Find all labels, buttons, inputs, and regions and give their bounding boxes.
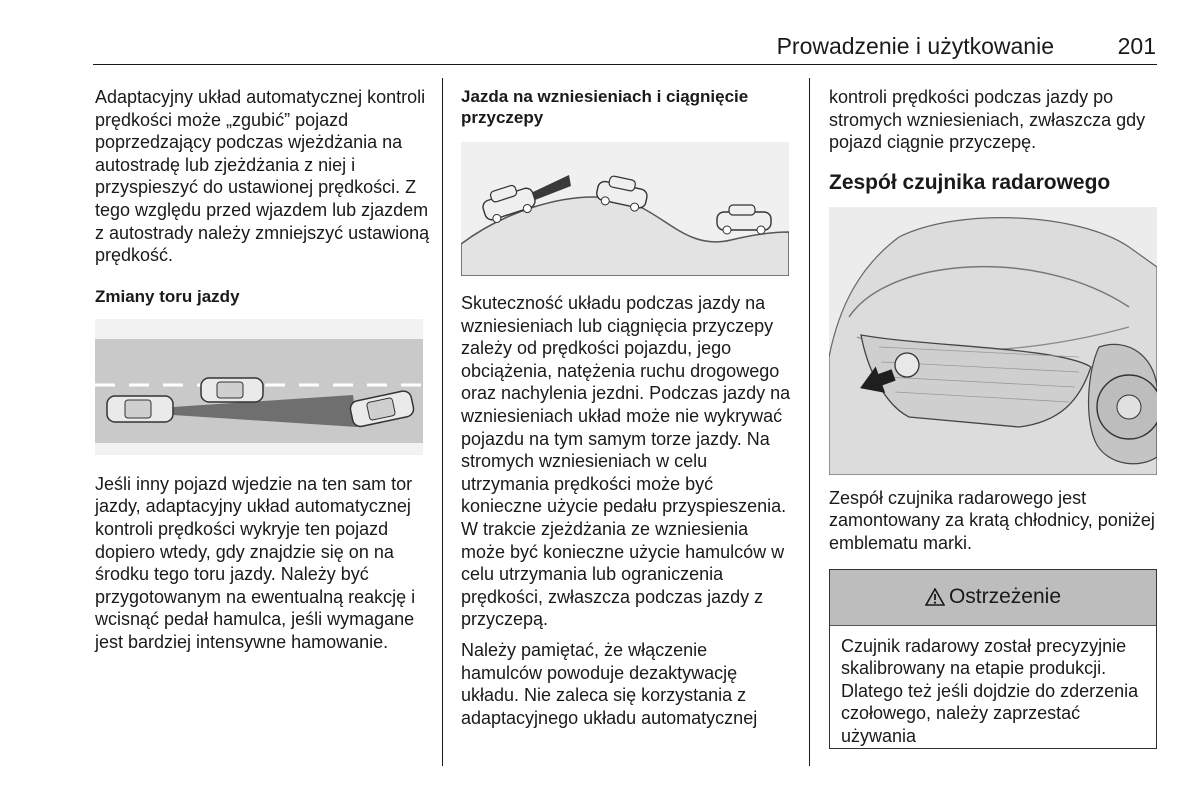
warning-triangle-icon <box>925 588 945 606</box>
radar-sensor-illustration <box>829 207 1157 475</box>
lane-change-illustration <box>95 319 423 455</box>
hills-trailer-heading: Jazda na wzniesieniach i ciągnięcie przyczepy <box>461 87 749 127</box>
col1-paragraph-1: Adaptacyjny układ automatycznej kontroli prędkości może „zgubić” pojazd poprzedzający podczas wjeżdżania na autostradę lub zjeżdżania z niej i przyspieszyć do ustawionej prędkości. Z tego względu przed wjazdem lub zjazdem z autostrady należy zmniejszyć ustawioną prędkość. <box>95 87 430 266</box>
col2-paragraph-1: Skuteczność układu podczas jazdy na wzniesieniach lub ciągnięcia przyczepy zależy od prędkości pojazdu, jego obciążenia, natężenia ruchu drogowego oraz nachylenia jezdni. Podczas jazdy na wzniesieniach układ może nie wykrywać pojazdu na tym samym torze jazdy. Na stromych wzniesieniach w celu utrzymania prędkości może być konieczne użycie pedału przyspieszenia. W trakcie zjeżdżania ze wzniesienia może być konieczne użycie hamulców w celu utrzymania lub ograniczenia prędkości, zwłaszcza podczas jazdy z przyczepą. <box>461 293 791 630</box>
column-2 <box>461 86 793 729</box>
hills-illustration <box>461 142 789 276</box>
column-3 <box>829 86 1157 749</box>
warning-header <box>830 570 1156 626</box>
col3-paragraph-1: Zespół czujnika radarowego jest zamontowany za kratą chłodnicy, poniżej emblematu marki. <box>829 487 1155 553</box>
column-divider-2 <box>809 78 810 766</box>
warning-text: Czujnik radarowy został precyzyjnie skalibrowany na etapie produkcji. Dlatego też jeśli dojdzie do zderzenia czołowego, należy zaprzestać używania <box>841 635 1139 746</box>
column-1 <box>95 86 430 654</box>
lane-change-heading: Zmiany toru jazdy <box>95 286 240 306</box>
col1-paragraph-2: Jeśli inny pojazd wjedzie na ten sam tor jazdy, adaptacyjny układ automatycznej kontroli prędkości wykryje ten pojazd dopiero wtedy, gdy znajdzie się on na środku tego toru jazdy. Należy być przygotowanym na ewentualną reakcję i wcisnąć pedał hamulca, jeśli wymagane jest bardziej intensywne hamowanie. <box>95 473 416 652</box>
col2-paragraph-2: Należy pamiętać, że włączenie hamulców powoduje dezaktywację układu. Nie zaleca się korzystania z adaptacyjnego układu automatycznej <box>461 639 758 728</box>
page-number: 201 <box>1117 33 1156 59</box>
radar-sensor-heading: Zespół czujnika radarowego <box>829 170 1111 194</box>
running-header-title: Prowadzenie i użytkowanie <box>776 33 1054 59</box>
warning-box <box>829 569 1157 749</box>
warning-title: Ostrzeżenie <box>948 585 1062 609</box>
column-divider-1 <box>442 78 443 766</box>
warning-body <box>830 626 1156 748</box>
col3-paragraph-continued: kontroli prędkości podczas jazdy po stromych wzniesieniach, zwłaszcza gdy pojazd ciągnie przyczepę. <box>829 87 1146 153</box>
header-rule <box>93 64 1157 65</box>
